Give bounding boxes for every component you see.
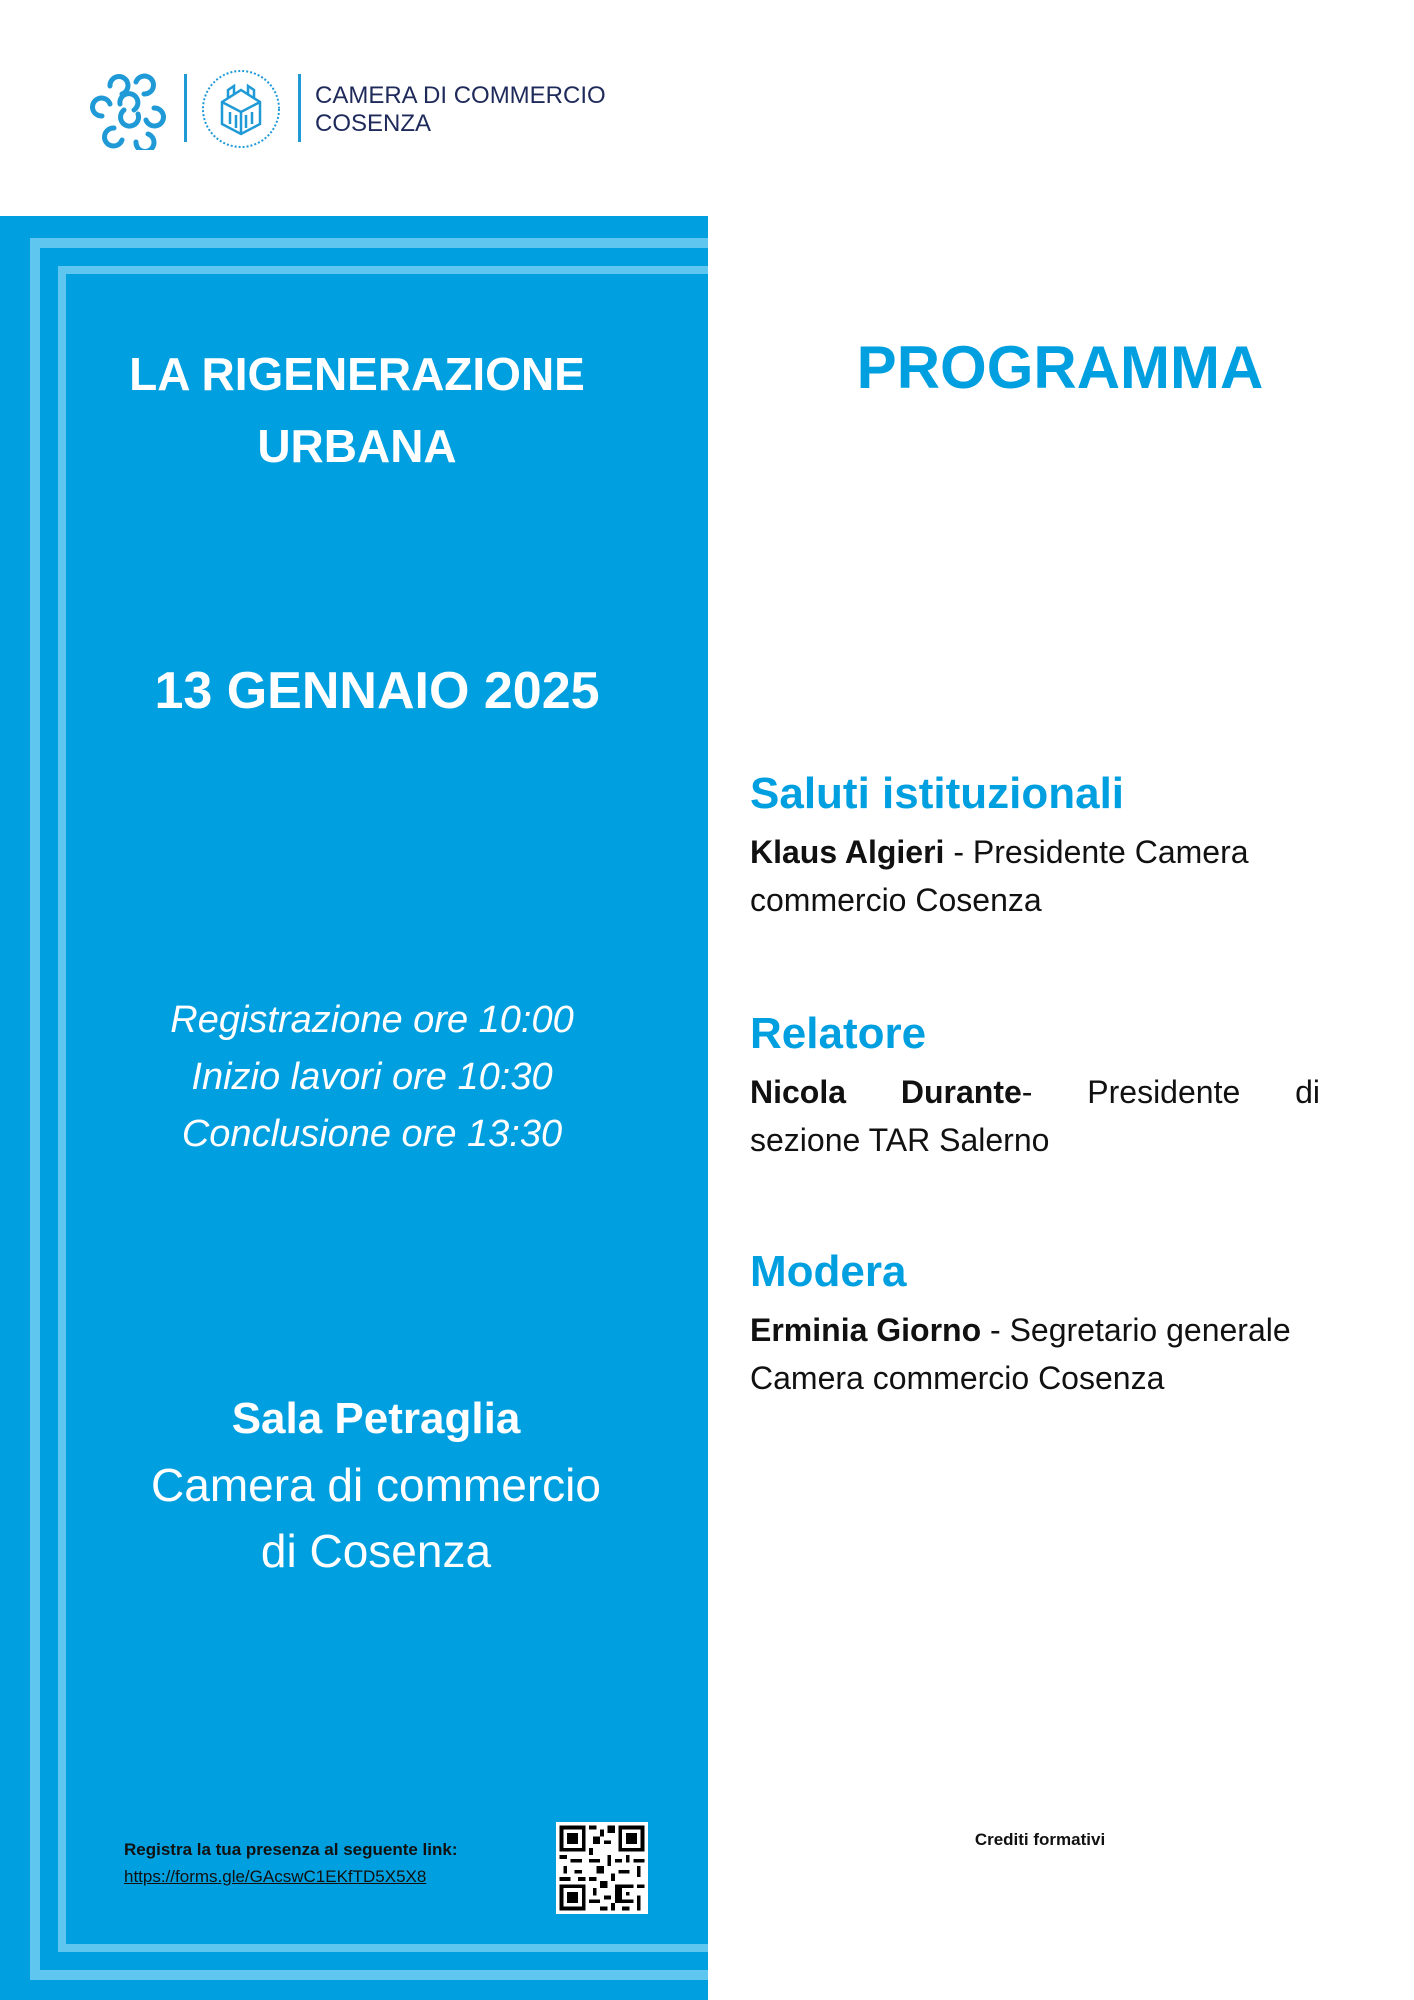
section-heading: Relatore <box>750 1009 927 1058</box>
speaker-role: - Presidente Camera commercio Cosenza <box>750 834 1249 918</box>
qr-code-icon[interactable] <box>556 1822 648 1914</box>
section-heading: Modera <box>750 1247 907 1296</box>
speaker-role: - Presidente di <box>1021 1074 1321 1110</box>
event-date: 13 GENNAIO 2025 <box>154 662 600 720</box>
schedule-start: Inizio lavori ore 10:30 <box>191 1056 553 1098</box>
speaker-name: Erminia Giorno <box>750 1312 982 1348</box>
event-venue <box>72 1386 680 1584</box>
speaker-name: Nicola Durante <box>750 1074 1022 1110</box>
section-body <box>750 1068 1320 1164</box>
venue-line1: Camera di commercio <box>151 1459 601 1511</box>
speaker-role: - Segretario generale Camera commercio Cosenza <box>750 1312 1291 1396</box>
section-body <box>750 828 1320 924</box>
event-title-line1: LA RIGENERAZIONE <box>129 348 585 400</box>
schedule-end: Conclusione ore 13:30 <box>181 1113 563 1155</box>
event-title-line2: URBANA <box>257 420 457 472</box>
event-title <box>72 338 642 482</box>
training-credits: Crediti formativi <box>974 1830 1106 1849</box>
venue-line2: di Cosenza <box>260 1525 492 1577</box>
venue-name: Sala Petraglia <box>231 1394 521 1443</box>
section-heading: Saluti istituzionali <box>750 769 1125 818</box>
speaker-name: Klaus Algieri <box>750 834 945 870</box>
program-title: PROGRAMMA <box>856 334 1264 401</box>
speaker-role-line2: sezione TAR Salerno <box>750 1122 1050 1158</box>
chamber-name-line1: CAMERA DI COMMERCIO <box>315 82 606 109</box>
chamber-emblem-icon <box>90 72 168 150</box>
program-section-welcome <box>750 764 1320 924</box>
chamber-name-line2: COSENZA <box>315 110 432 137</box>
registration-block <box>124 1836 544 1890</box>
program-section-speaker <box>750 1004 1320 1164</box>
registration-text: Registra la tua presenza al seguente link: <box>124 1840 458 1859</box>
event-panel <box>0 216 708 2000</box>
chamber-logo <box>90 66 650 150</box>
logo-divider <box>184 74 187 142</box>
registration-link[interactable]: https://forms.gle/GAcswC1EKfTD5X5X8 <box>124 1867 427 1886</box>
chamber-name <box>315 82 606 138</box>
schedule-registration: Registrazione ore 10:00 <box>170 999 574 1041</box>
section-body <box>750 1306 1390 1402</box>
logo-divider <box>298 74 301 142</box>
event-schedule <box>72 992 672 1163</box>
program-section-moderator <box>750 1242 1390 1402</box>
building-seal-icon <box>200 68 282 150</box>
